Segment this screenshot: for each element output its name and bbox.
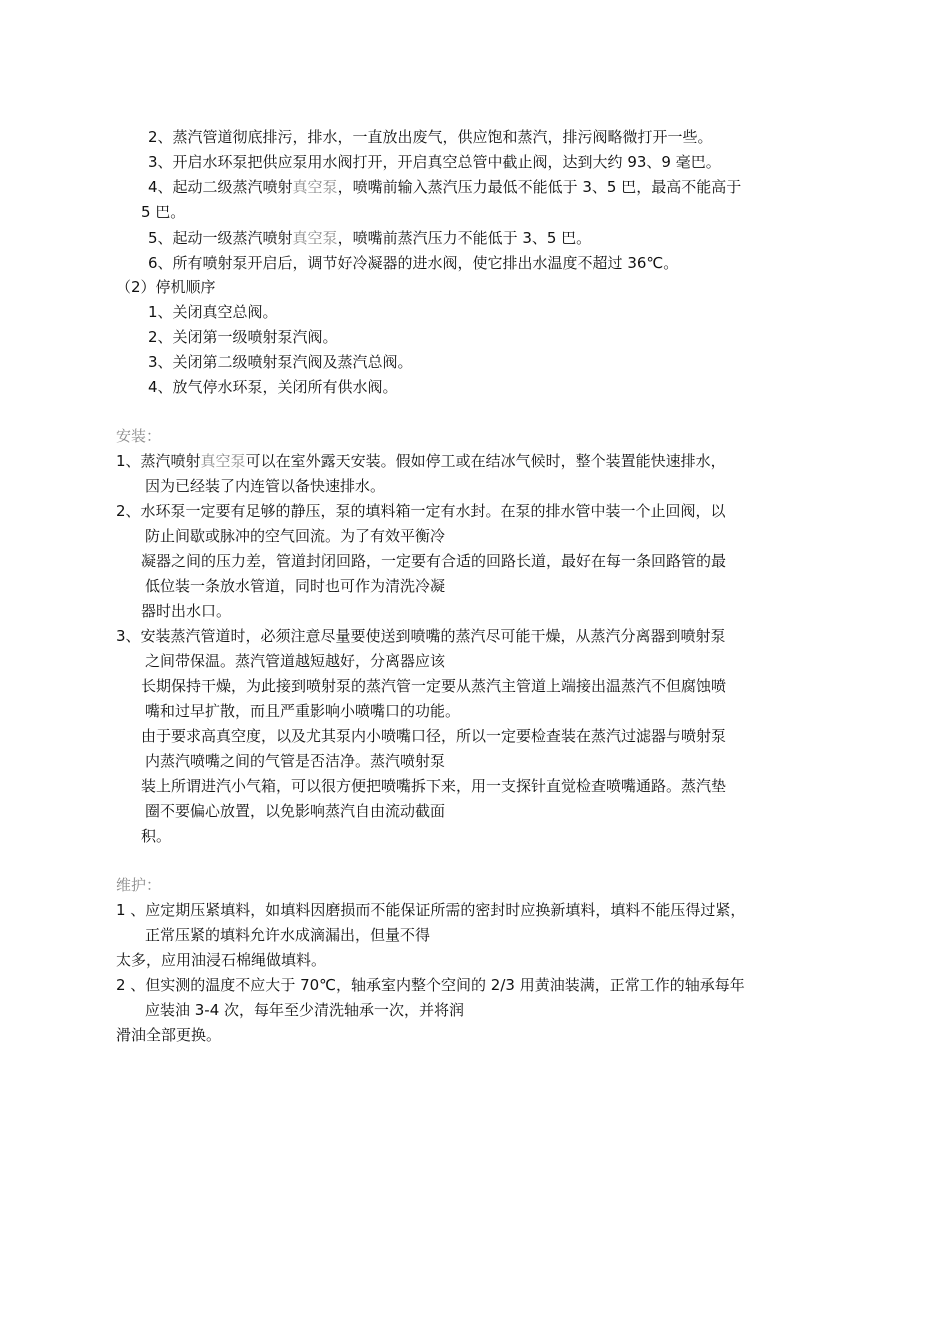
maint-item-2-cont: 应装油 3-4 次，每年至少清洗轴承一次，并将润: [145, 1001, 465, 1019]
stop-step-1: 1、关闭真空总阀。: [148, 303, 278, 321]
install-item-3-cont: 长期保持干燥，为此接到喷射泵的蒸汽管一定要从蒸汽主管道上端接出温蒸汽不但腐蚀喷: [141, 677, 727, 695]
install-item-2-cont: 防止间歇或脉冲的空气回流。为了有效平衡冷: [145, 527, 446, 545]
maint-item-1-cont: 正常压紧的填料允许水成滴漏出，但量不得: [145, 926, 431, 944]
stop-step-2: 2、关闭第一级喷射泵汽阀。: [148, 328, 338, 346]
install-item-3-cont: 嘴和过早扩散，而且严重影响小喷嘴口的功能。: [145, 702, 461, 720]
start-step-5: 5、起动一级蒸汽喷射真空泵，喷嘴前蒸汽压力不能低于 3、5 巴。: [148, 229, 592, 247]
install-item-3-cont: 圈不要偏心放置，以免影响蒸汽自由流动截面: [145, 802, 446, 820]
install-item-2-cont: 器时出水口。: [141, 602, 232, 620]
highlight-term: 真空泵: [200, 452, 246, 470]
install-item-3-cont: 内蒸汽喷嘴之间的气管是否洁净。蒸汽喷射泵: [145, 752, 446, 770]
maint-item-2-cont: 滑油全部更换。: [116, 1026, 222, 1044]
install-item-2-cont: 凝器之间的压力差，管道封闭回路，一定要有合适的回路长道，最好在每一条回路管的最: [141, 552, 727, 570]
maint-heading: 维护：: [116, 876, 162, 894]
start-step-4-cont: 5 巴。: [141, 203, 186, 221]
start-step-6: 6、所有喷射泵开启后，调节好冷凝器的进水阀，使它排出水温度不超过 36℃。: [148, 254, 679, 272]
stop-step-4: 4、放气停水环泵，关闭所有供水阀。: [148, 378, 398, 396]
stop-heading: （2）停机顺序: [116, 278, 216, 296]
install-item-3-cont: 装上所谓进汽小气箱，可以很方便把喷嘴拆下来，用一支探针直觉检查喷嘴通路。蒸汽垫: [141, 777, 727, 795]
stop-step-3: 3、关闭第二级喷射泵汽阀及蒸汽总阀。: [148, 353, 413, 371]
highlight-term: 真空泵: [292, 178, 338, 196]
install-item-3: 3、安装蒸汽管道时，必须注意尽量要使送到喷嘴的蒸汽尽可能干燥，从蒸汽分离器到喷射泵: [116, 627, 726, 645]
install-item-2-cont: 低位装一条放水管道，同时也可作为清洗冷凝: [145, 577, 446, 595]
install-item-3-cont: 由于要求高真空度，以及尤其泵内小喷嘴口径，所以一定要检查装在蒸汽过滤器与喷射泵: [141, 727, 727, 745]
maint-item-2: 2 、但实测的温度不应大于 70℃，轴承室内整个空间的 2/3 用黄油装满，正常工作的轴承每年: [116, 976, 745, 994]
highlight-term: 真空泵: [292, 229, 338, 247]
install-heading: 安装：: [116, 427, 162, 445]
maint-item-1: 1 、应定期压紧填料，如填料因磨损而不能保证所需的密封时应换新填料，填料不能压得过紧，: [116, 901, 746, 919]
install-item-1-cont: 因为已经装了内连管以备快速排水。: [145, 477, 386, 495]
start-step-4: 4、起动二级蒸汽喷射真空泵，喷嘴前输入蒸汽压力最低不能低于 3、5 巴，最高不能高于: [148, 178, 742, 196]
install-item-3-cont: 之间带保温。蒸汽管道越短越好，分离器应该: [145, 652, 446, 670]
maint-item-1-cont: 太多，应用油浸石棉绳做填料。: [116, 951, 327, 969]
install-item-1: 1、蒸汽喷射真空泵可以在室外露天安装。假如停工或在结冰气候时，整个装置能快速排水，: [116, 452, 726, 470]
start-step-3: 3、开启水环泵把供应泵用水阀打开，开启真空总管中截止阀，达到大约 93、9 毫巴。: [148, 153, 721, 171]
install-item-3-cont: 积。: [141, 827, 172, 845]
start-step-2: 2、蒸汽管道彻底排污，排水，一直放出废气，供应饱和蒸汽，排污阀略微打开一些。: [148, 128, 713, 146]
install-item-2: 2、水环泵一定要有足够的静压，泵的填料箱一定有水封。在泵的排水管中装一个止回阀，以: [116, 502, 726, 520]
